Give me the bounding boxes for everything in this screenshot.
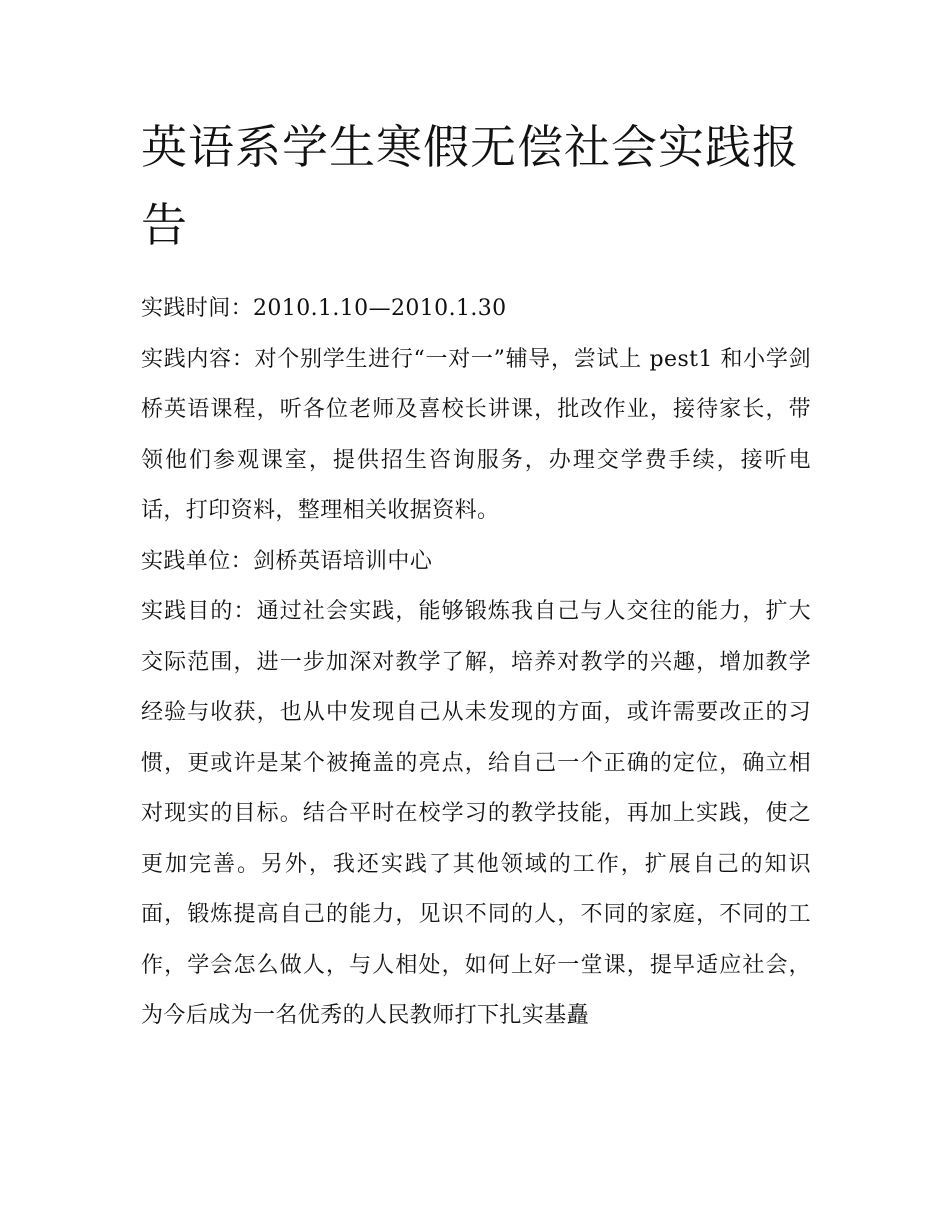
practice-purpose-value: 通过社会实践，能够锻炼我自己与人交往的能力，扩大交际范围，进一步加深对教学了解，培养对教学的兴趣，增加教学经验与收获，也从中发现自己从未发现的方面，或许需要改正的习惯，更或许是某个被掩盖的亮点，给自己一个正确的定位，确立相对现实的目标。结合平时在校学习的教学技能，再加上实践，使之更加完善。另外，我还实践了其他领域的工作，扩展自己的知识面，锻炼提高自己的能力，见识不同的人，不同的家庭，不同的工作，学会怎么做人，与人相处，如何上好一堂课，提早适应社会，为今后成为一名优秀的人民教师打下扎实基矗 bbox=[141, 599, 811, 1028]
document-content bbox=[141, 108, 811, 1042]
practice-purpose-label: 实践目的： bbox=[141, 599, 257, 624]
document-body bbox=[141, 284, 811, 1042]
practice-time-paragraph bbox=[141, 284, 811, 335]
document-title: 英语系学生寒假无偿社会实践报告 bbox=[141, 120, 799, 252]
practice-content-label: 实践内容： bbox=[141, 346, 255, 372]
practice-unit-value: 剑桥英语培训中心 bbox=[253, 548, 433, 574]
practice-unit-label: 实践单位： bbox=[141, 548, 254, 574]
practice-content-paragraph bbox=[141, 335, 811, 537]
practice-purpose-paragraph bbox=[141, 587, 811, 1042]
practice-content-value: 对个别学生进行“一对一”辅导，尝试上 pest1 和小学剑桥英语课程，听各位老师及喜校长讲课，批改作业，接待家长，带领他们参观课室，提供招生咨询服务，办理交学费手续，接听电话，打印资料，整理相关收据资料。 bbox=[141, 346, 811, 523]
practice-unit-paragraph bbox=[141, 537, 811, 588]
practice-time-label: 实践时间： bbox=[141, 296, 254, 321]
practice-time-value: 2010.1.10—2010.1.30 bbox=[253, 296, 507, 321]
